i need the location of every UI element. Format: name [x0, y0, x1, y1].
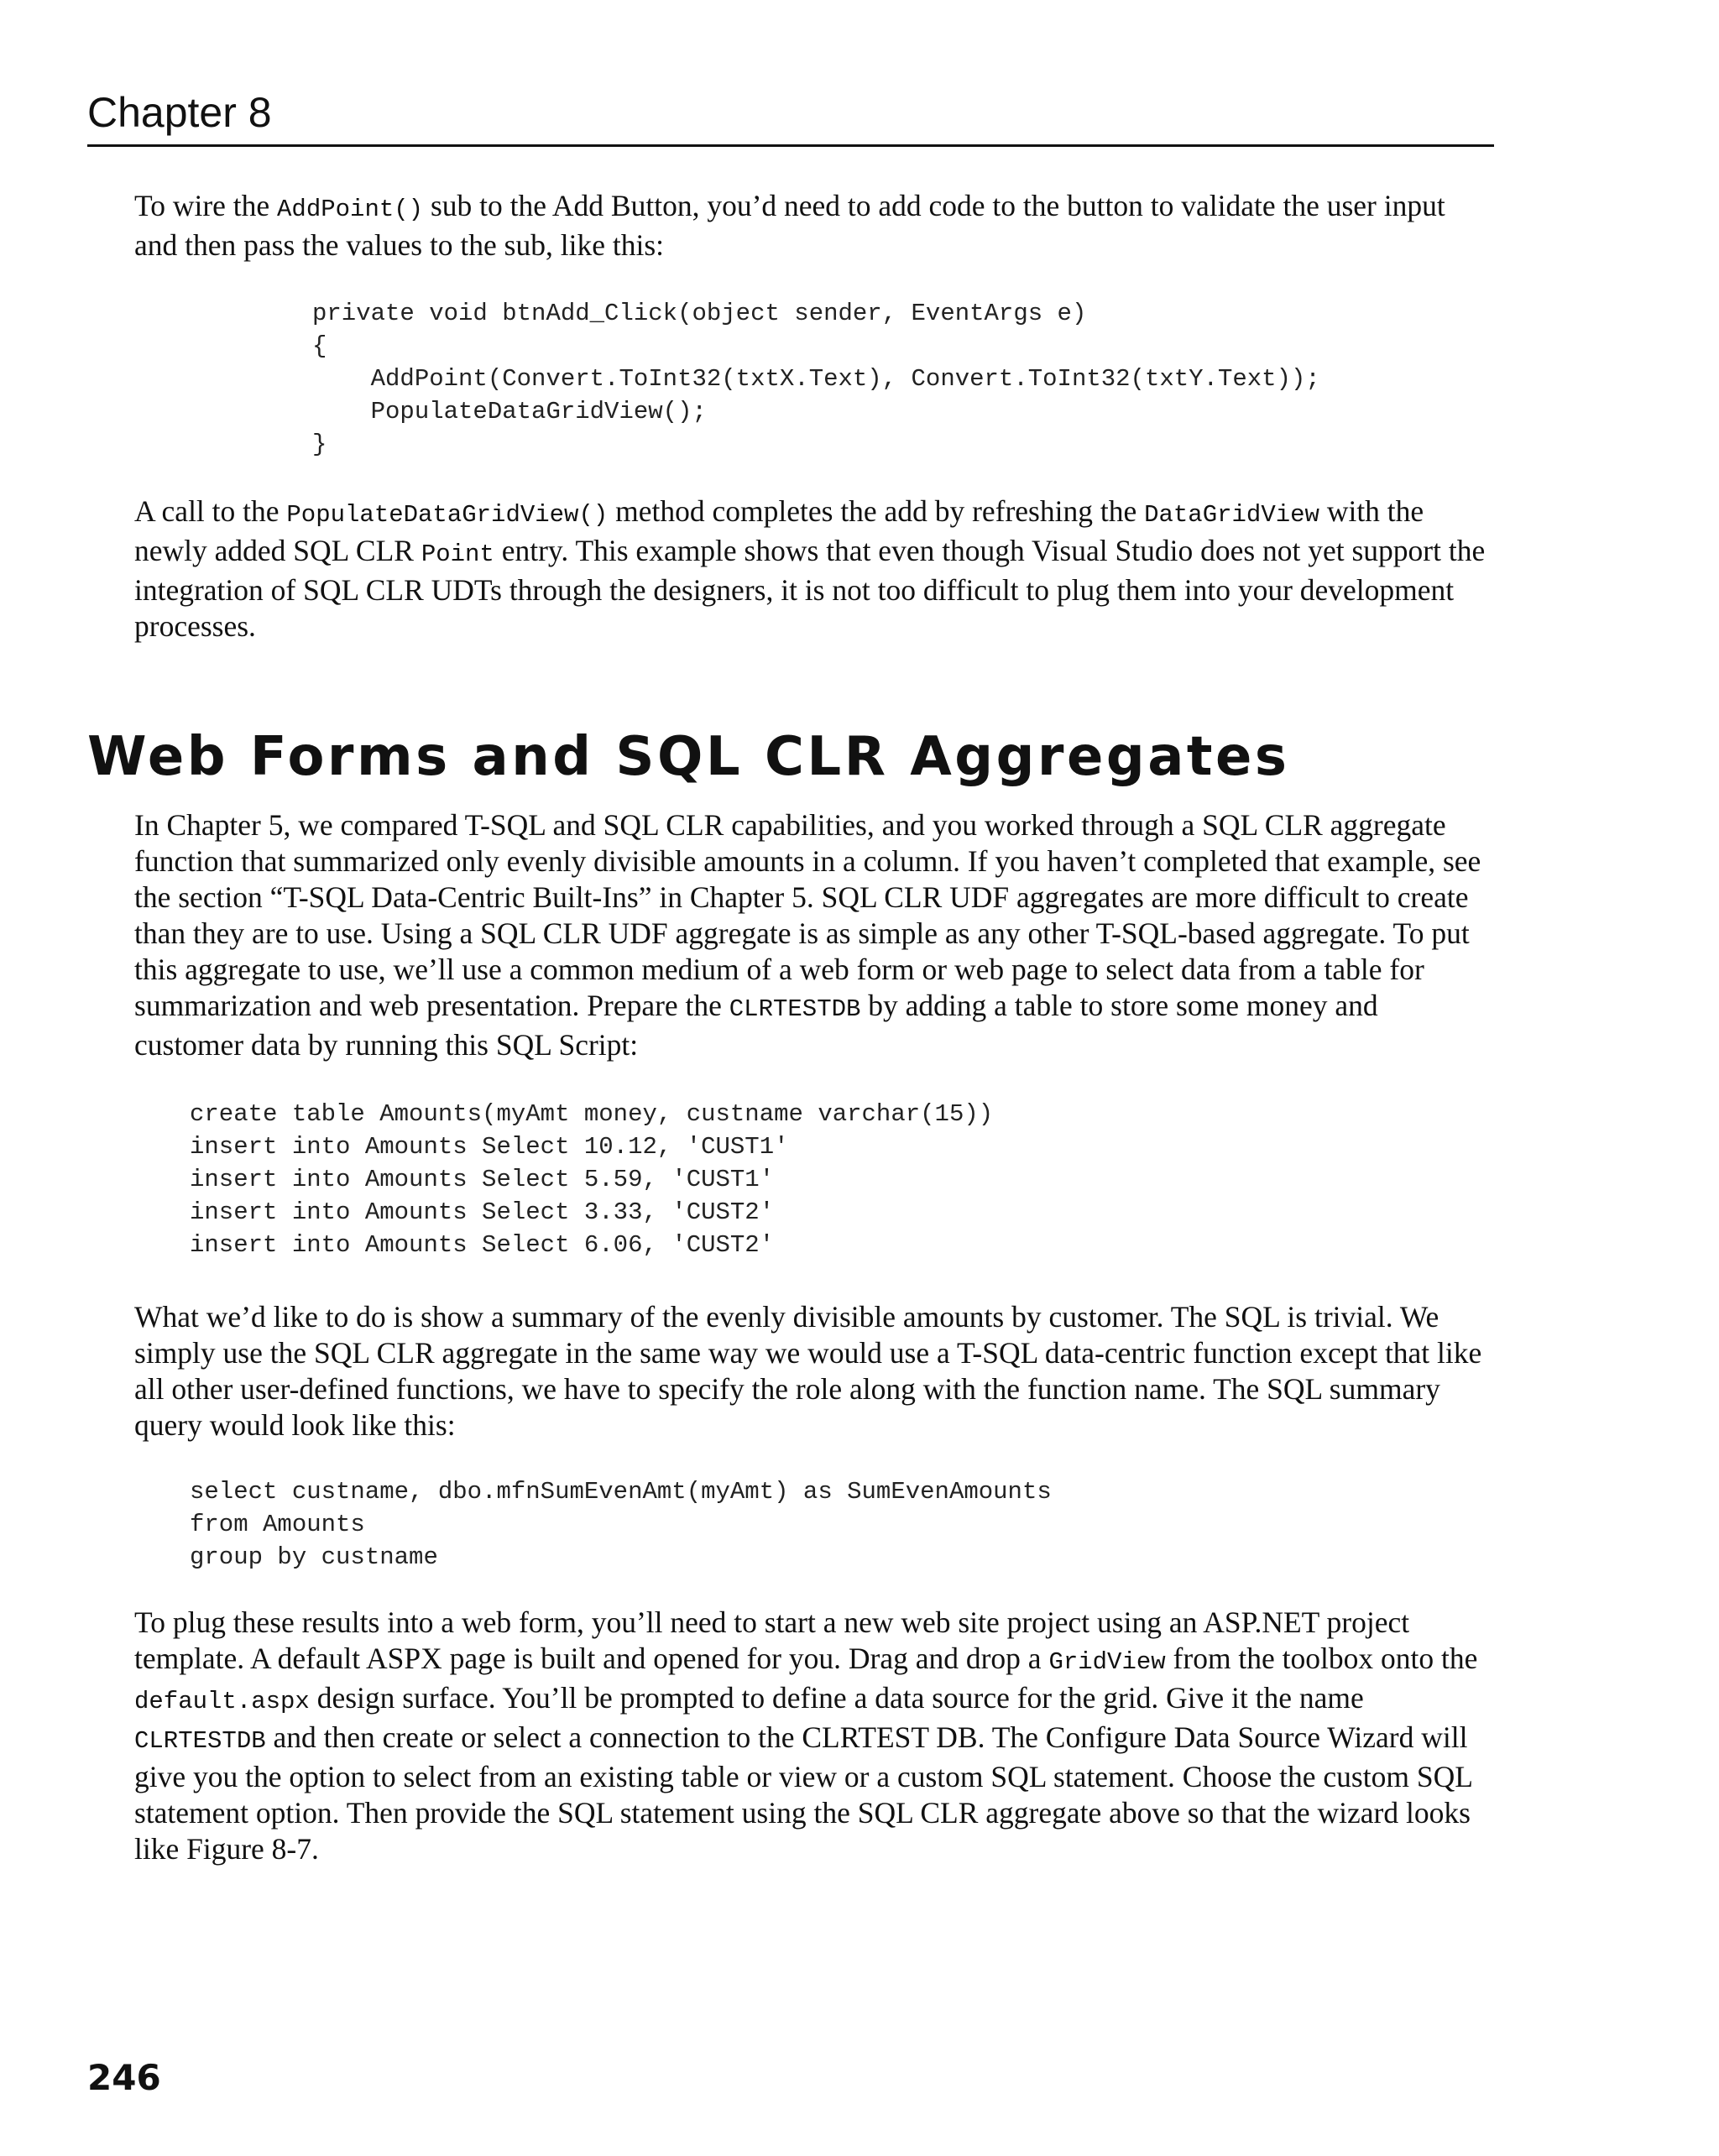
code-line: insert into Amounts Select 5.59, 'CUST1': [190, 1166, 775, 1193]
paragraph-populate-datagridview: [134, 493, 1494, 645]
code-line: insert into Amounts Select 6.06, 'CUST2': [190, 1231, 775, 1259]
text-run: by adding a table to store some money and customer data by running this SQL Script:: [134, 989, 1378, 1062]
text-run: What we’d like to do is show a summary of the evenly divisible amounts by customer. The SQL is trivial. We simply use the SQL CLR aggregate in the same way we would use a T-SQL data-centric function except that like all other user-defined functions, we have to specify the role along with the function name. The SQL summary query would look like this:: [134, 1300, 1482, 1442]
code-line: group by custname: [190, 1543, 438, 1571]
code-block-select-summary: [190, 1475, 1052, 1574]
text-run: To wire the: [134, 189, 278, 222]
text-run: A call to the: [134, 494, 287, 528]
text-run: sub to the Add Button, you’d need to add code to the button to validate the user input and then pass the values to the sub, like this:: [134, 189, 1445, 262]
text-run: with the newly added SQL CLR: [134, 494, 1424, 567]
chapter-header: Chapter 8: [87, 84, 1494, 147]
inline-code: DataGridView: [1144, 501, 1319, 529]
code-block-create-amounts: [190, 1098, 993, 1261]
code-line: insert into Amounts Select 10.12, 'CUST1': [190, 1133, 789, 1161]
text-run: and then create or select a connection to the CLRTEST DB. The Configure Data Source Wizard will give you the option to select from an existing table or view or a custom SQL statement. Choose the custom SQL statement option. Then provide the SQL statement using the SQL CLR aggregate above so that the wizard looks like Figure 8-7.: [134, 1720, 1472, 1866]
inline-code: default.aspx: [134, 1688, 310, 1715]
code-line: }: [312, 431, 327, 458]
inline-code: GridView: [1048, 1648, 1166, 1676]
page-number: 246: [87, 2057, 161, 2098]
code-line: PopulateDataGridView();: [312, 398, 707, 425]
section-heading: Web Forms and SQL CLR Aggregates: [87, 726, 1290, 788]
text-run: from the toolbox onto the: [1165, 1642, 1478, 1675]
inline-code: CLRTESTDB: [134, 1727, 266, 1755]
paragraph-wire-addpoint: [134, 188, 1494, 264]
code-line: {: [312, 332, 327, 360]
code-line: create table Amounts(myAmt money, custname varchar(15)): [190, 1100, 994, 1128]
code-line: private void btnAdd_Click(object sender, EventArgs e): [312, 300, 1087, 327]
code-line: from Amounts: [190, 1511, 365, 1538]
inline-code: AddPoint(): [277, 196, 424, 223]
inline-code: Point: [421, 540, 494, 568]
paragraph-chapter5-aggregate: [134, 807, 1494, 1063]
code-line: AddPoint(Convert.ToInt32(txtX.Text), Convert.ToInt32(txtY.Text));: [312, 365, 1320, 393]
text-run: In Chapter 5, we compared T-SQL and SQL CLR capabilities, and you worked through a SQL CLR aggregate function that summarized only evenly divisible amounts in a column. If you haven’t completed that example, see the section “T-SQL Data-Centric Built-Ins” in Chapter 5. SQL CLR UDF aggregates are more difficult to create than they are to use. Using a SQL CLR UDF aggregate is as simple as any other T-SQL-based aggregate. To put this aggregate to use, we’ll use a common medium of a web form or web page to select data from a table for summarization and web presentation. Prepare the: [134, 808, 1481, 1022]
code-block-btnadd-click: [312, 297, 1320, 461]
text-run: entry. This example shows that even though Visual Studio does not yet support the integration of SQL CLR UDTs through the designers, it is not too difficult to plug them into your development processes.: [134, 534, 1486, 643]
text-run: design surface. You’ll be prompted to define a data source for the grid. Give it the name: [309, 1681, 1364, 1715]
text-run: To plug these results into a web form, you’ll need to start a new web site project using an ASP.NET project template. A default ASPX page is built and opened for you. Drag and drop a: [134, 1605, 1410, 1675]
code-line: insert into Amounts Select 3.33, 'CUST2': [190, 1198, 775, 1226]
inline-code: CLRTESTDB: [729, 995, 861, 1023]
text-run: method completes the add by refreshing the: [608, 494, 1145, 528]
code-line: select custname, dbo.mfnSumEvenAmt(myAmt) as SumEvenAmounts: [190, 1478, 1052, 1506]
paragraph-summary-query: [134, 1299, 1502, 1443]
inline-code: PopulateDataGridView(): [286, 501, 609, 529]
paragraph-web-form: [134, 1605, 1502, 1867]
